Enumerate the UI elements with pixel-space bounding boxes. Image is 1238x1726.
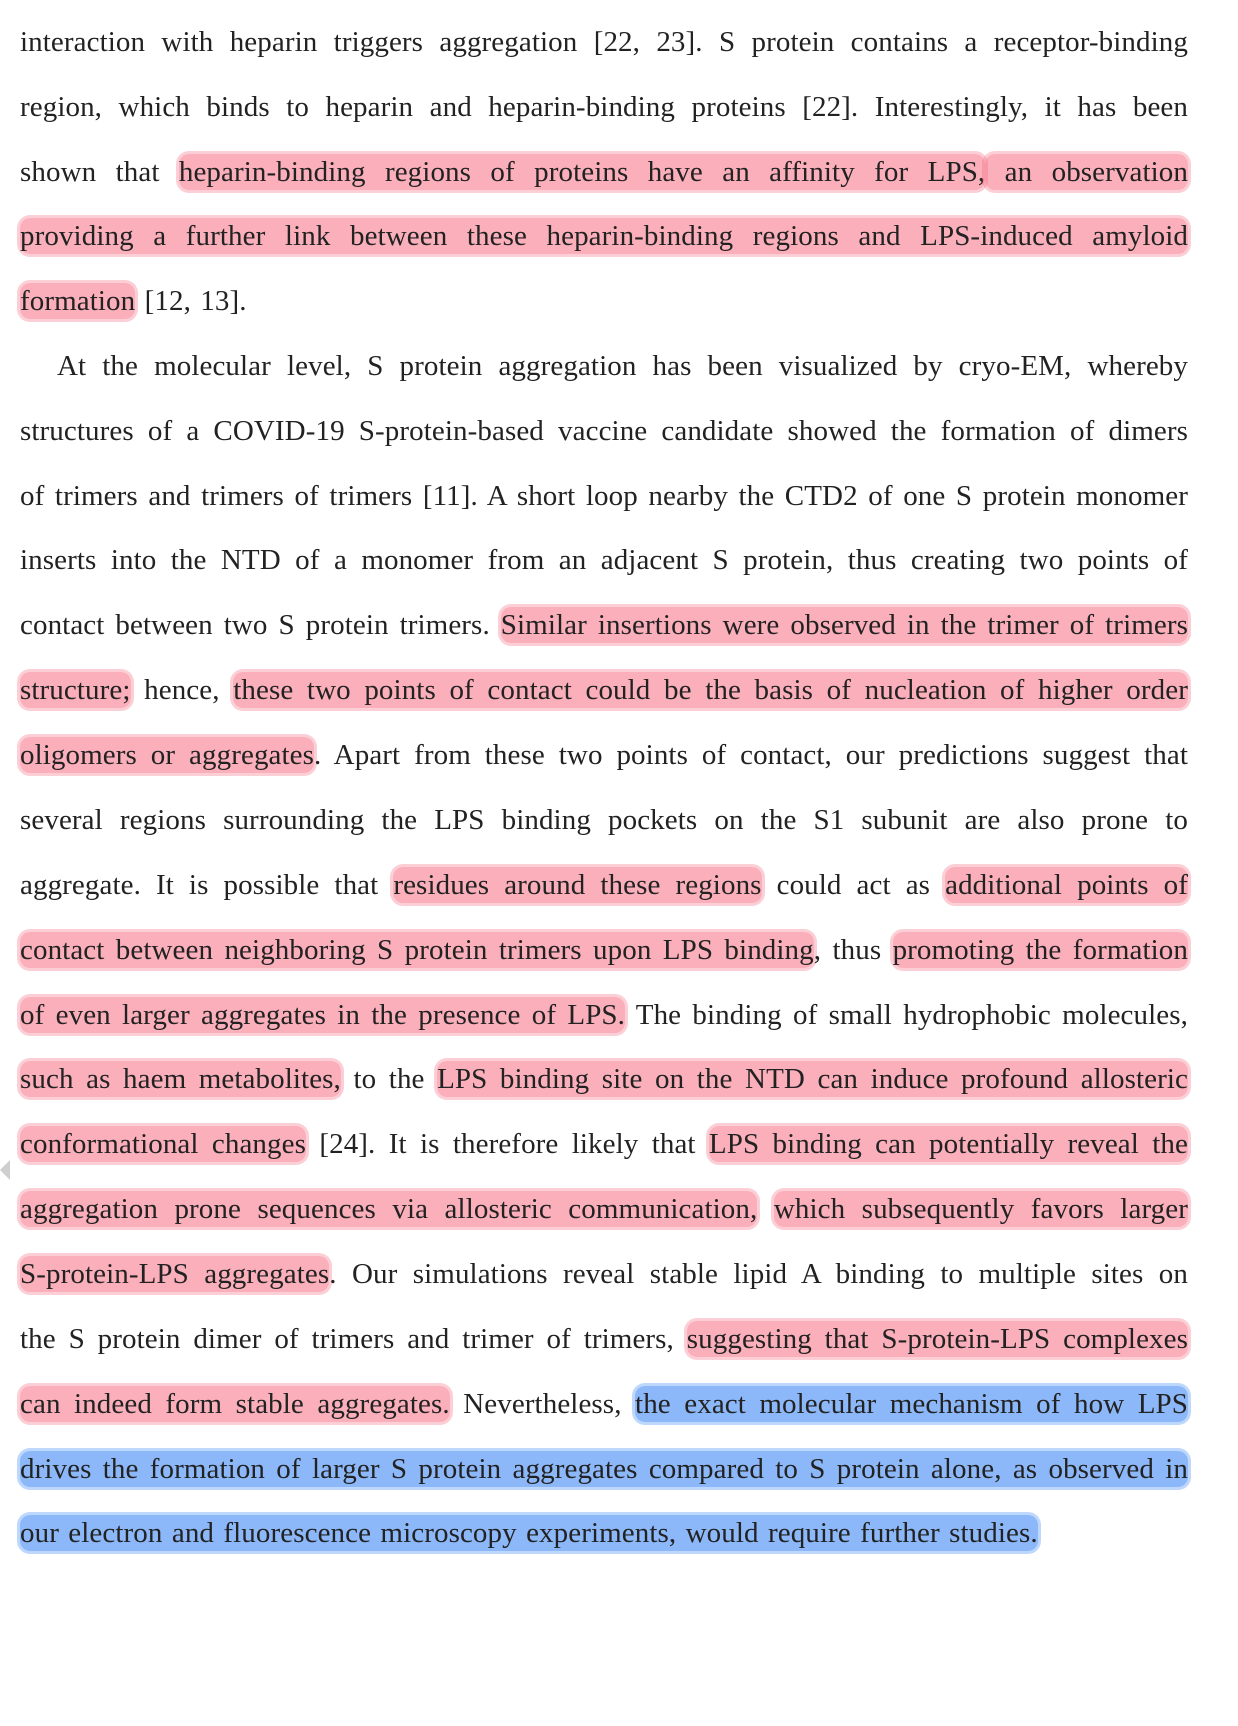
- red-highlight: these two points of contact could be the basis of nucleation of higher order: [233, 674, 1188, 706]
- text-segment: . Apart from these two points of contact, our predictions suggest that: [314, 739, 1188, 771]
- red-highlight: contact between neighboring S protein trimers upon LPS binding: [20, 934, 814, 966]
- text-segment: At the molecular level, S protein aggregation has been visualized by cryo-EM, whereby: [57, 350, 1188, 382]
- red-highlight: LPS binding site on the NTD can induce profound allosteric: [437, 1063, 1188, 1095]
- text-line-18: [20, 1124, 1188, 1164]
- text-segment: hence,: [130, 674, 234, 706]
- text-line-8: [20, 476, 1188, 516]
- red-highlight: providing a further link between these heparin-binding regions and LPS-induced amyloid: [20, 220, 1188, 252]
- red-highlight: conformational changes: [20, 1128, 306, 1160]
- red-highlight: Similar insertions were observed in the trimer of trimers: [500, 609, 1188, 641]
- red-highlight: such as haem metabolites,: [20, 1063, 341, 1095]
- red-highlight: additional points of: [945, 869, 1188, 901]
- text-segment: interaction with heparin triggers aggregation [22, 23]. S protein contains a receptor-binding: [20, 26, 1188, 58]
- red-highlight: of even larger aggregates in the presence of LPS.: [20, 999, 626, 1031]
- page-edge-marker: [0, 1160, 10, 1180]
- blue-highlight: our electron and fluorescence microscopy experiments, would require further studies.: [20, 1517, 1038, 1549]
- text-line-5: [20, 281, 1188, 321]
- text-segment: the S protein dimer of trimers and trimer of trimers,: [20, 1323, 687, 1355]
- red-highlight: oligomers or aggregates: [20, 739, 315, 771]
- text-line-3: [20, 152, 1188, 192]
- text-segment: [757, 1193, 773, 1225]
- text-segment: Nevertheless,: [449, 1388, 636, 1420]
- red-highlight: formation: [20, 285, 136, 317]
- red-highlight: heparin-binding regions of proteins have an affinity for LPS,: [178, 156, 986, 188]
- text-line-15: [20, 930, 1188, 970]
- text-segment: several regions surrounding the LPS binding pockets on the S1 subunit are also prone to: [20, 804, 1188, 836]
- text-segment: shown that: [20, 156, 179, 188]
- text-line-2: [20, 87, 1188, 127]
- text-line-4: [20, 216, 1188, 256]
- text-line-10: [20, 605, 1188, 645]
- text-segment: aggregate. It is possible that: [20, 869, 394, 901]
- text-line-6: [57, 346, 1188, 386]
- text-line-13: [20, 800, 1188, 840]
- red-highlight: residues around these regions: [393, 869, 762, 901]
- text-segment: [12, 13].: [135, 285, 247, 317]
- red-highlight: structure;: [20, 674, 131, 706]
- text-segment: to the: [340, 1063, 438, 1095]
- text-line-19: [20, 1189, 1188, 1229]
- text-segment: region, which binds to heparin and heparin-binding proteins [22]. Interestingly, it has been: [20, 91, 1188, 123]
- text-line-12: [20, 735, 1188, 775]
- text-segment: could act as: [761, 869, 946, 901]
- text-line-7: [20, 411, 1188, 451]
- red-highlight: an observation: [985, 156, 1188, 188]
- text-line-23: [20, 1449, 1188, 1489]
- text-segment: , thus: [813, 934, 893, 966]
- text-line-17: [20, 1059, 1188, 1099]
- text-line-1: [20, 22, 1188, 62]
- text-segment: contact between two S protein trimers.: [20, 609, 501, 641]
- text-segment: of trimers and trimers of trimers [11]. A short loop nearby the CTD2 of one S protein monomer: [20, 480, 1188, 512]
- red-highlight: which subsequently favors larger: [773, 1193, 1189, 1225]
- blue-highlight: drives the formation of larger S protein aggregates compared to S protein alone, as observed in: [20, 1453, 1188, 1485]
- blue-highlight: the exact molecular mechanism of how LPS: [635, 1388, 1189, 1420]
- text-segment: The binding of small hydrophobic molecules,: [625, 999, 1188, 1031]
- text-line-9: [20, 540, 1188, 580]
- red-highlight: aggregation prone sequences via allosteric communication,: [20, 1193, 758, 1225]
- text-segment: structures of a COVID-19 S-protein-based vaccine candidate showed the formation of dimers: [20, 415, 1188, 447]
- red-highlight: suggesting that S-protein-LPS complexes: [686, 1323, 1189, 1355]
- text-line-11: [20, 670, 1188, 710]
- text-line-22: [20, 1384, 1188, 1424]
- text-line-20: [20, 1254, 1188, 1294]
- text-line-16: [20, 995, 1188, 1035]
- red-highlight: S-protein-LPS aggregates: [20, 1258, 330, 1290]
- text-segment: [24]. It is therefore likely that: [306, 1128, 709, 1160]
- text-segment: . Our simulations reveal stable lipid A binding to multiple sites on: [329, 1258, 1188, 1290]
- text-line-14: [20, 865, 1188, 905]
- red-highlight: LPS binding can potentially reveal the: [708, 1128, 1188, 1160]
- text-line-21: [20, 1319, 1188, 1359]
- red-highlight: can indeed form stable aggregates.: [20, 1388, 450, 1420]
- red-highlight: promoting the formation: [892, 934, 1188, 966]
- text-segment: inserts into the NTD of a monomer from an adjacent S protein, thus creating two points of: [20, 544, 1188, 576]
- text-line-24: [20, 1513, 1188, 1553]
